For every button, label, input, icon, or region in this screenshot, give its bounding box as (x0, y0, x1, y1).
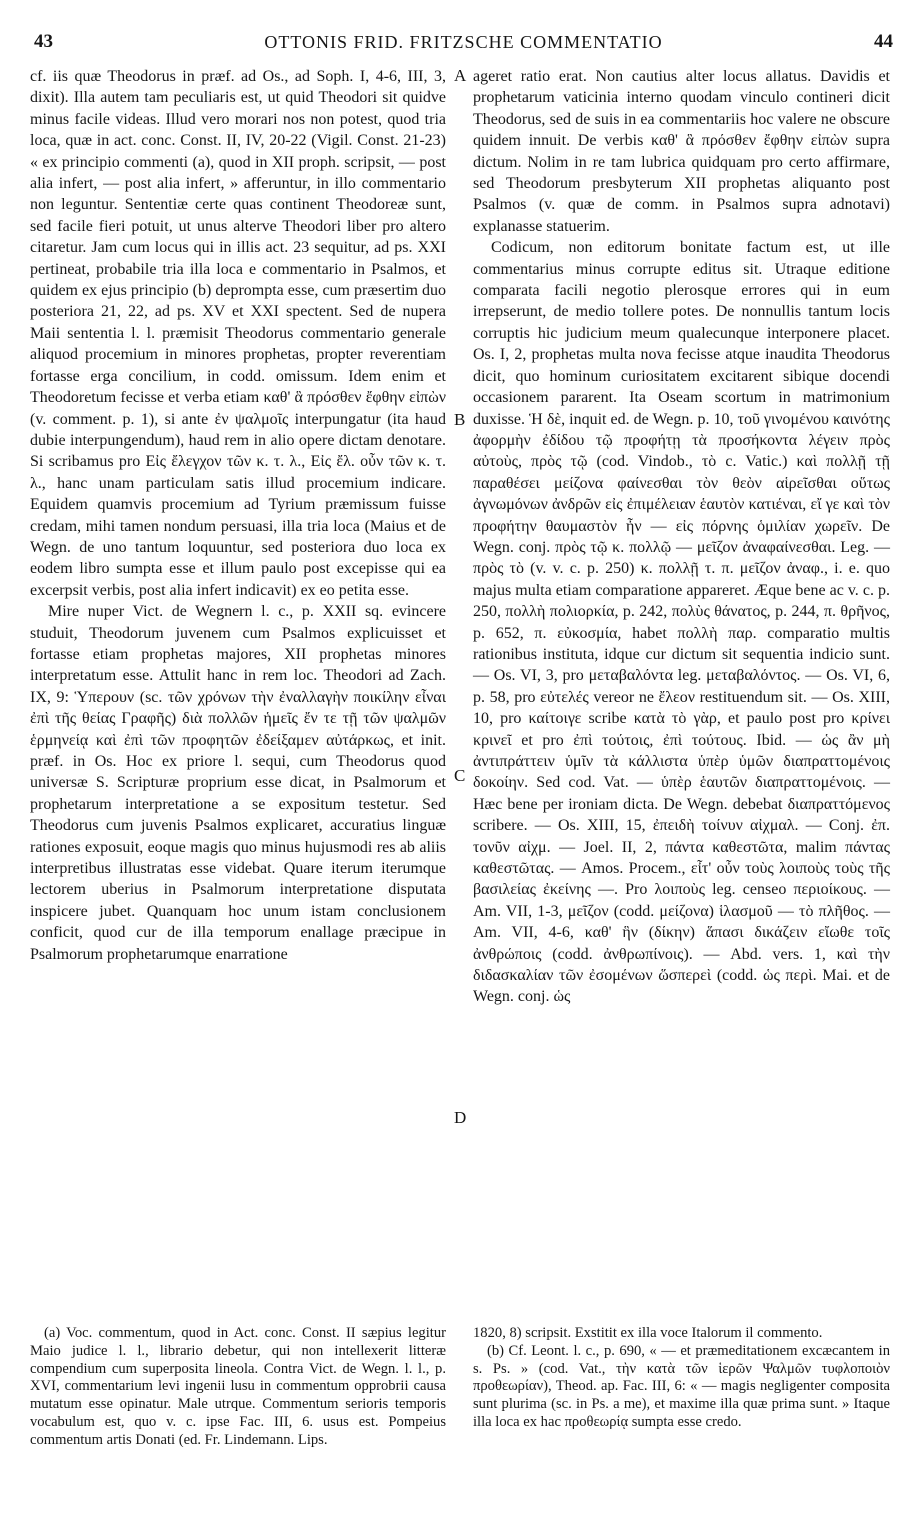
footnotes-right (473, 1325, 890, 1432)
margin-letter-d: D (454, 1108, 467, 1127)
margin-letter-a: A (454, 66, 467, 85)
margin-letter-b: B (454, 410, 466, 429)
right-text-column (473, 66, 890, 1008)
margin-letter-c: C (454, 766, 466, 785)
footnote-a: (a) Voc. commentum, quod in Act. conc. Const. II sæpius legitur Maio judice l. l., librario debetur, qui non intellexerit litteræ compendium cum superposita lineola. Contra Vict. de Wegn. l. l., p. XVI, commentarium levi ingenii lusu in commentum opprobrii causa mutatum esse opinatur. Male utrque. Commentum serioris temporis vocabulum est, quo v. c. ipse Fac. III, 6. usus est. Pompeius commentum artis Donati (ed. Fr. Lindemann. Lips. (30, 1325, 446, 1448)
left-paragraph-1: cf. iis quæ Theodorus in præf. ad Os., ad Soph. I, 4-6, III, 3, dixit). Illa autem tam peculiaris est, ut quid Theodori sit quidve minus facile videas. Illud vero morari nos non potest, quod tria loca, quæ in act. conc. Const. II, IV, 20-22 (Vigil. Const. 21-23) « ex principio commenti (a), quod in XII proph. scripsit, — post alia infert, — post alia infert, » afferuntur, in illo commentario non leguntur. Sententiæ certe quas continent Theodoreæ sunt, sed facile fieri potuit, ut unus alterve Theodori liber pro altero citaretur. Jam cum locus qui in illis act. 23 sequitur, ad ps. XXI pertineat, probabile tria illa loca e commentario in Psalmos, et quidem ex ejus principio (b) deprompta esse, cum præsertim duo posteriora 21, 22, ad ps. XV et XXI spectent. Sed de nupera Maii sententia l. l. præmisit Theodorus commentario generale aliquod procemium in minores prophetas, propter reverentiam fortasse erga concilium, in codd. omissum. Idem enim et Theodoretum fecisse et verba etiam καθ' ἃ πρόσθεν ἔφθην εἰπὼν (v. comment. p. 1), si ante ἐν ψαλμοῖς interpungatur (ita haud dubie interpungendum), haud rem in alio opere dictam denotare. Si scribamus pro Εἰς ἔλεγχον τῶν κ. τ. λ., Εἰς ἔλ. οὖν τῶν κ. τ. λ., hanc unam particulam satis illud procemium indicare. Equidem quamvis procemium ad Tyrium præmissum fuisse credam, mihi tamen nondum persuasi, illa tria loca (Maius et de Wegn. de uno tantum loquuntur, sed posteriora duo loca ex eodem libro sumpta esse et illum paulo post excepisse qui ea excerpsit verbis, post alia infert indicavit) ex eo petita esse. (30, 68, 446, 599)
footnote-b: (b) Cf. Leont. l. c., p. 690, « — et præmeditationem excæcantem in s. Ps. » (cod. Vat., τὴν κατὰ τῶν ἱερῶν Ψαλμῶν τυφλοποιὸν προθεωρίαν), Theod. ap. Fac. III, 6: « — magis negligenter composita sunt plurima (sc. in Ps. a me), et maxime illa quæ prima sunt. » Itaque illa loca ex hac προθεωρίᾳ sumpta esse credo. (473, 1342, 890, 1430)
right-paragraph-1: ageret ratio erat. Non cautius alter locus allatus. Davidis et prophetarum vaticinia interno quodam vinculo contineri dicit Theodorus, sed de suis in ea commentariis hoc valere ne obscure quidem innuit. De verbis καθ' ἃ πρόσθεν ἔφθην εἰπὼν supra dictum. Nolim in re tam lubrica quidquam pro certo affirmare, sed Theodorum presbyterum XII prophetas aliquanto post Psalmos (v. quæ de comm. in Psalmos supra adnotavi) explanasse statuerim. (473, 68, 890, 235)
left-paragraph-2: Mire nuper Vict. de Wegnern l. c., p. XXII sq. evincere studuit, Theodorum juvenem cum Psalmos explicuisset et fortasse etiam prophetas majores, XII prophetas minores interpretatum esse. Attulit hanc in rem loc. Theodori ad Zach. IX, 9: Ὑπερουν (sc. τῶν χρόνων τὴν ἐναλλαγὴν ποικίλην εἶναι ἐπὶ τῆς θείας Γραφῆς) διὰ πολλῶν ἡμεῖς ἔν τε τῇ τῶν ψαλμῶν ἑρμηνείᾳ καὶ ἐπὶ τῶν προφητῶν ἐδείξαμεν αὐτάρκως, et init. præf. in Os. Hoc ex priore l. sequi, cum Theodorus quod universæ S. Scripturæ proprium esse dicat, in Psalmorum et prophetarum interpretatione a se expositum testetur. Sed Theodorus cum juvenis Psalmos explicaret, accuratius linguæ rationes exposuit, eoque magis quo minus hujusmodi res ab aliis interpretibus illustratas esse videbat. Quare iterum iterumque lectorem uberius in Psalmorum interpretatione disputata inspicere jubet. Quanquam hoc unum istam conclusionem conficit, quod cur de illa temporum enallage præcipue in Psalmorum prophetarumque enarratione (30, 603, 446, 963)
left-text-column (30, 66, 446, 965)
running-title: OTTONIS FRID. FRITZSCHE COMMENTATIO (264, 32, 663, 52)
page-number-left: 43 (34, 31, 53, 52)
right-paragraph-2: Codicum, non editorum bonitate factum est, ut ille commentarius minus corrupte editus sit. Utraque editione comparata facili negotio plerosque errores qui in eum irrepserunt, de medio tollere potes. De nonnullis tantum locis corruptis hic judicium meum qualecunque interponere placet. Os. I, 2, prophetas multa nova fecisse atque inaudita Theodorus dicit, quo hominum curiositatem excitarent sibique docendi occasionem pararent. Ita Oseam scortum in matrimonium duxisse. Ἡ δὲ, inquit ed. de Wegn. p. 10, τοῦ γινομένου καινότης ἀφορμὴν ἐδίδου τῷ προφήτῃ τὰ προσήκοντα λέγειν πρὸς αὐτοὺς, πρὸς τῷ (cod. Vindob., τὸ c. Vatic.) καὶ πολλῇ τῇ παραθέσει μείζονα φαίνεσθαι τὸν θεὸν αἱρεῖσθαι οὕτως ἀγνωμόνων ἀνδρῶν εἰς ἐπιμέλειαν ἑαυτὸν κατιέναι, εἴ γε καὶ τὸν προφήτην θαυμαστὸν ἦν — εἰς πόρνης ὁμιλίαν χωρεῖν. De Wegn. conj. πρὸς τῷ κ. πολλῷ — μεῖζον ἀναφαίνεσθαι. Leg. — πρὸς τὸ (v. v. c. p. 250) κ. πολλῇ τ. π. μεῖζον ἀναφ., i. e. quo majus multa etiam comparatione appareret. Æque bene ac v. c. p. 250, πολλὴ πολιορκία, p. 242, πολὺς θάνατος, p. 244, π. θρῆνος, p. 652, π. εὐκοσμία, habet πολλὴ παρ. comparatio multis rationibus instituta, idque cur dictum sit sequentia indicio sunt. — Os. VI, 3, pro μεταβαλόντα leg. μεταβαλόντος. — Os. VI, 6, p. 58, pro εὐτελές vereor ne ἔλεον restituendum sit. — Os. XIII, 10, pro καίτοιγε scribe κατὰ τὸ γὰρ, et paulo post pro κρίνει κρινεῖ et pro ἐπὶ τούτοις, ἐπὶ τούτους. Ibid. — ὡς ἂν μὴ ἀντιπράττειν ὑμῖν τὰ κάλλιστα ὑπὲρ ὑμῶν διαπραττομένοις δοκοίην. Sed cod. Vat. — ὑπὲρ ἑαυτῶν διαπραττομένοις. — Hæc bene per ironiam dicta. De Wegn. debebat διαπραττόμενος scribere. — Os. XIII, 15, ἐπειδὴ τοίνυν αἰχμαλ. — Conj. ἐπ. τονῦν αἰχμ. — Joel. II, 2, πάντα καθεστῶτα, malim πάντας καθεστῶτας. — Amos. Procem., εἶτ' οὖν τοὺς λοιποὺς τοὺς τῆς βασιλείας ἐκείνης —. Pro λοιποὺς leg. censeo περιοίκους. — Am. VII, 1-3, μεῖζον (codd. μείζονα) ἱλασμοῦ — τὸ πλῆθος. — Am. VII, 4-6, καθ' ἣν (δίκην) ἅπασι δικάζειν εἴωθε τοῖς ἀνθρώποις (codd. ἀνθρωπίνοις). — Abd. vers. 1, καὶ τὴν διδασκαλίαν τῶν ἐσομένων ὥσπερεὶ (codd. ὡς περὶ. Mai. et de Wegn. conj. ὡς (473, 239, 890, 1006)
page-number-right: 44 (874, 31, 893, 52)
page-header (34, 28, 893, 56)
footnotes-left (30, 1325, 446, 1450)
footnote-a-continued: 1820, 8) scripsit. Exstitit ex illa voce Italorum il commento. (473, 1325, 823, 1341)
